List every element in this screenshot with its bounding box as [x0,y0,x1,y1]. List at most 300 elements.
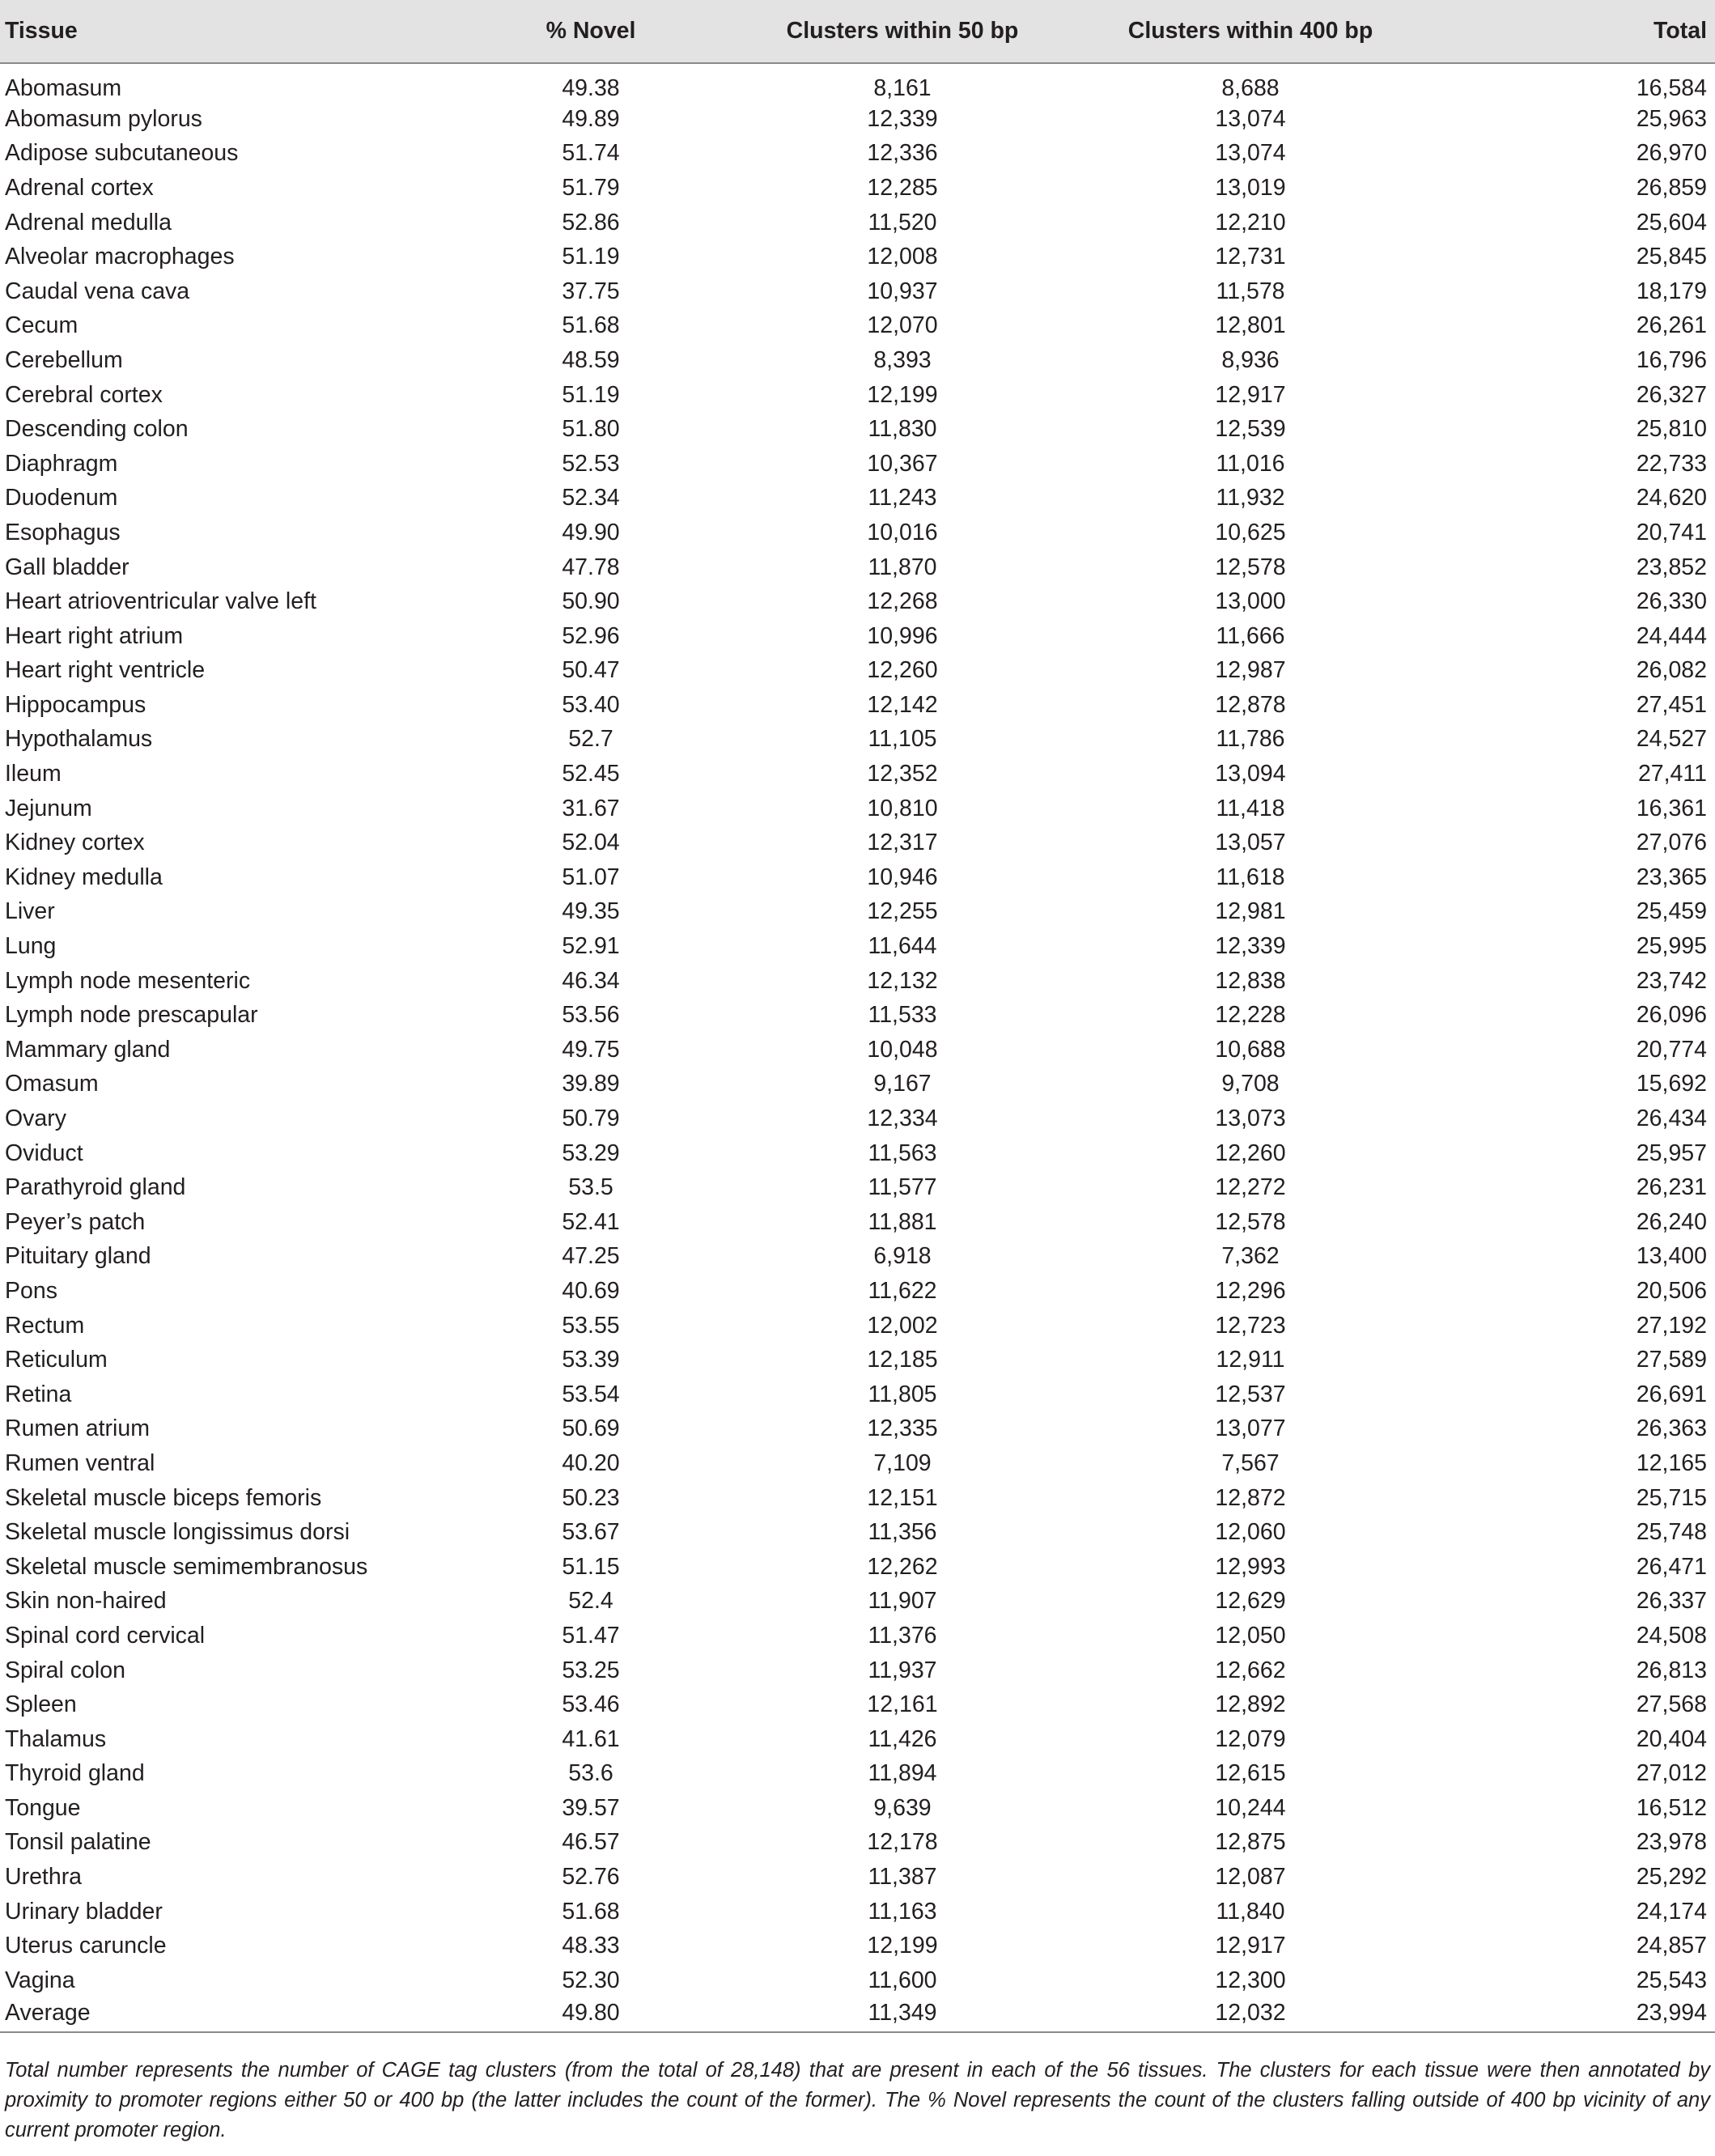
table-row [0,206,1715,240]
cell-percent-novel: 52.34 [562,485,620,511]
cell-clusters-50bp: 12,161 [867,1691,938,1718]
cell-total: 26,330 [1636,588,1707,615]
cell-tissue: Reticulum [5,1347,108,1373]
cell-total: 20,774 [1636,1036,1707,1063]
cell-tissue: Jejunum [5,795,92,821]
cell-total: 26,363 [1636,1415,1707,1442]
cell-clusters-50bp: 12,070 [867,312,938,339]
cell-clusters-400bp: 12,723 [1215,1312,1286,1339]
cell-clusters-50bp: 11,533 [868,1002,937,1029]
cell-tissue: Hypothalamus [5,726,153,753]
cell-clusters-400bp: 12,615 [1215,1760,1286,1787]
cell-clusters-50bp: 11,870 [868,554,937,580]
table-row [0,1860,1715,1895]
cell-total: 26,096 [1636,1002,1707,1029]
cell-percent-novel: 52.7 [568,726,613,753]
table-row [0,1791,1715,1826]
table-row [0,895,1715,930]
cell-percent-novel: 53.6 [568,1760,613,1787]
cell-percent-novel: 49.75 [562,1036,620,1063]
table-row [0,792,1715,826]
cell-percent-novel: 49.80 [453,1998,728,2033]
cell-total: 24,857 [1636,1933,1707,1959]
cell-clusters-400bp: 12,801 [1215,312,1286,339]
table-row [0,964,1715,999]
cell-total: 23,852 [1636,554,1707,580]
table-row [0,482,1715,516]
cell-tissue: Duodenum [5,485,118,511]
table-row [0,1240,1715,1275]
cell-clusters-50bp: 10,016 [867,519,938,545]
cell-percent-novel: 53.46 [562,1691,620,1718]
cell-clusters-50bp: 12,255 [867,898,938,925]
cell-total: 26,691 [1636,1381,1707,1407]
table-row [0,1309,1715,1343]
cell-tissue: Caudal vena cava [5,278,190,304]
cell-clusters-400bp: 12,339 [1215,933,1286,960]
cell-percent-novel: 40.69 [562,1277,620,1304]
cell-tissue: Cerebral cortex [5,381,163,408]
cell-percent-novel: 52.04 [562,830,620,856]
cell-clusters-50bp: 10,946 [867,864,938,890]
cell-tissue: Alveolar macrophages [5,244,235,270]
cell-clusters-400bp: 12,875 [1215,1829,1286,1856]
cell-tissue: Lymph node prescapular [5,1002,258,1029]
cell-clusters-50bp: 12,339 [867,105,938,132]
cell-total: 23,365 [1636,864,1707,890]
cell-clusters-400bp: 12,260 [1215,1140,1286,1166]
cell-total: 27,076 [1636,830,1707,856]
cell-tissue: Heart atrioventricular valve left [5,588,316,615]
cell-percent-novel: 51.47 [562,1622,620,1649]
cell-clusters-400bp: 11,932 [1216,485,1285,511]
cell-total: 18,179 [1636,278,1707,304]
cell-clusters-50bp: 12,285 [867,174,938,201]
table-row [0,1377,1715,1412]
cell-clusters-400bp: 12,917 [1215,381,1286,408]
cell-total: 25,957 [1636,1140,1707,1166]
cell-percent-novel: 48.33 [562,1933,620,1959]
cell-clusters-400bp: 12,079 [1215,1725,1286,1752]
cell-clusters-50bp: 11,105 [868,726,937,753]
cell-total: 25,543 [1636,1967,1707,1993]
cell-total: 26,327 [1636,381,1707,408]
cell-tissue: Parathyroid gland [5,1174,186,1201]
table-row [0,378,1715,413]
cell-total: 22,733 [1636,450,1707,477]
table-body [0,63,1715,2032]
table-row [0,309,1715,344]
cell-total: 27,192 [1636,1312,1707,1339]
cell-percent-novel: 41.61 [562,1725,620,1752]
table-row [0,63,1715,102]
cell-total: 26,471 [1636,1553,1707,1580]
table-row [0,688,1715,723]
cell-tissue: Abomasum [5,75,122,101]
cell-clusters-50bp: 9,167 [873,1071,932,1097]
cell-tissue: Average [0,1998,453,2033]
cell-total: 13,400 [1636,1243,1707,1270]
table-row [0,102,1715,137]
cell-clusters-400bp: 11,666 [1216,622,1285,649]
cell-total: 12,165 [1636,1449,1707,1476]
cell-tissue: Gall bladder [5,554,129,580]
cell-percent-novel: 53.5 [568,1174,613,1201]
cell-clusters-50bp: 11,520 [868,209,937,236]
table-row [0,1826,1715,1861]
cell-clusters-50bp: 11,243 [868,485,937,511]
cell-clusters-50bp: 11,622 [868,1277,937,1304]
cell-clusters-50bp: 10,810 [867,795,938,821]
cell-total: 27,012 [1636,1760,1707,1787]
cell-percent-novel: 46.34 [562,967,620,994]
table-row [0,654,1715,689]
cell-clusters-400bp: 12,731 [1215,244,1286,270]
cell-clusters-400bp: 8,936 [1221,346,1280,373]
cell-clusters-400bp: 13,074 [1215,105,1286,132]
cell-total: 25,604 [1636,209,1707,236]
cell-tissue: Liver [5,898,55,925]
cell-tissue: Spiral colon [5,1657,125,1683]
cell-clusters-400bp: 13,073 [1215,1106,1286,1132]
cell-tissue: Urinary bladder [5,1898,163,1925]
cell-tissue: Mammary gland [5,1036,171,1063]
cell-total: 24,444 [1636,622,1707,649]
header-clusters-400bp: Clusters within 400 bp [1076,0,1424,63]
cell-tissue: Rectum [5,1312,85,1339]
cell-percent-novel: 51.74 [562,140,620,167]
table-row [0,584,1715,619]
cell-clusters-400bp: 10,688 [1215,1036,1286,1063]
cell-percent-novel: 51.79 [562,174,620,201]
cell-clusters-50bp: 11,644 [868,933,937,960]
cell-percent-novel: 51.68 [562,1898,620,1925]
cell-total: 25,963 [1636,105,1707,132]
cell-total: 16,361 [1636,795,1707,821]
cell-tissue: Lung [5,933,57,960]
cell-clusters-400bp: 12,296 [1215,1277,1286,1304]
cell-total: 23,994 [1424,1998,1715,2033]
cell-clusters-50bp: 11,600 [868,1967,937,1993]
cell-total: 25,810 [1636,416,1707,443]
table-row [0,137,1715,172]
cell-clusters-50bp: 8,393 [873,346,932,373]
cell-percent-novel: 49.89 [562,105,620,132]
cell-clusters-400bp: 12,838 [1215,967,1286,994]
cell-clusters-400bp: 11,840 [1216,1898,1285,1925]
cell-clusters-400bp: 12,878 [1215,691,1286,718]
table-row [0,343,1715,378]
cell-clusters-400bp: 13,057 [1215,830,1286,856]
header-tissue: Tissue [0,0,453,63]
cell-clusters-50bp: 10,996 [867,622,938,649]
table-row [0,1067,1715,1102]
table-row [0,1550,1715,1585]
cell-total: 27,568 [1636,1691,1707,1718]
cell-clusters-50bp: 12,178 [867,1829,938,1856]
cell-percent-novel: 31.67 [562,795,620,821]
cell-percent-novel: 49.35 [562,898,620,925]
cell-tissue: Adrenal cortex [5,174,154,201]
cell-clusters-400bp: 12,087 [1215,1864,1286,1891]
cell-tissue: Omasum [5,1071,99,1097]
cell-tissue: Ovary [5,1106,67,1132]
cell-clusters-400bp: 13,019 [1215,174,1286,201]
cell-tissue: Adrenal medulla [5,209,172,236]
cell-total: 24,527 [1636,726,1707,753]
cell-clusters-400bp: 10,244 [1215,1794,1286,1821]
cell-clusters-400bp: 8,688 [1221,75,1280,101]
cell-clusters-50bp: 12,335 [867,1415,938,1442]
cell-tissue: Adipose subcutaneous [5,140,239,167]
cell-clusters-400bp: 12,578 [1215,554,1286,580]
cell-clusters-400bp: 12,987 [1215,657,1286,684]
cell-tissue: Pons [5,1277,57,1304]
table-row [0,550,1715,585]
cell-tissue: Esophagus [5,519,121,545]
cell-percent-novel: 52.30 [562,1967,620,1993]
table-row [0,825,1715,860]
cell-tissue: Spinal cord cervical [5,1622,206,1649]
cell-tissue: Skeletal muscle longissimus dorsi [5,1519,350,1546]
cell-total: 25,292 [1636,1864,1707,1891]
cell-tissue: Rumen atrium [5,1415,150,1442]
cell-clusters-400bp: 12,032 [1076,1998,1424,2033]
cell-clusters-400bp: 13,077 [1215,1415,1286,1442]
table-row [0,1963,1715,1998]
cell-tissue: Cerebellum [5,346,123,373]
cell-percent-novel: 50.47 [562,657,620,684]
cell-clusters-400bp: 11,618 [1216,864,1285,890]
cell-total: 20,506 [1636,1277,1707,1304]
table-row [0,1998,1715,2033]
table-row [0,1446,1715,1481]
cell-percent-novel: 52.86 [562,209,620,236]
cell-tissue: Heart right atrium [5,622,184,649]
cell-clusters-50bp: 12,268 [867,588,938,615]
cell-clusters-400bp: 12,578 [1215,1208,1286,1235]
cell-clusters-50bp: 8,161 [873,75,932,101]
cell-clusters-50bp: 11,356 [868,1519,937,1546]
cell-total: 15,692 [1636,1071,1707,1097]
table-row [0,1895,1715,1929]
cell-total: 27,451 [1636,691,1707,718]
table-row [0,1515,1715,1550]
table-row [0,447,1715,482]
cell-tissue: Spleen [5,1691,77,1718]
cell-tissue: Urethra [5,1864,83,1891]
cell-clusters-400bp: 9,708 [1221,1071,1280,1097]
cell-total: 27,411 [1637,761,1707,787]
table-row [0,1687,1715,1722]
table-row [0,1619,1715,1653]
table-row [0,929,1715,964]
cell-total: 23,742 [1636,967,1707,994]
cell-tissue: Thyroid gland [5,1760,145,1787]
cell-percent-novel: 53.56 [562,1002,620,1029]
cell-percent-novel: 39.57 [562,1794,620,1821]
table-row [0,723,1715,758]
cell-total: 26,337 [1636,1588,1707,1615]
table-row [0,1274,1715,1309]
cell-percent-novel: 50.79 [562,1106,620,1132]
cell-clusters-400bp: 12,981 [1215,898,1286,925]
cell-clusters-400bp: 12,917 [1215,1933,1286,1959]
cell-clusters-400bp: 7,362 [1221,1243,1280,1270]
cell-percent-novel: 51.68 [562,312,620,339]
cell-total: 25,715 [1636,1484,1707,1511]
table-row [0,1205,1715,1240]
cell-clusters-50bp: 12,008 [867,244,938,270]
cell-percent-novel: 51.19 [562,244,620,270]
table-row [0,1585,1715,1619]
table-row [0,1412,1715,1447]
cell-total: 26,434 [1636,1106,1707,1132]
cell-percent-novel: 49.90 [562,519,620,545]
cell-total: 26,082 [1636,657,1707,684]
cell-tissue: Uterus caruncle [5,1933,167,1959]
cell-total: 25,459 [1636,898,1707,925]
cell-tissue: Skeletal muscle biceps femoris [5,1484,322,1511]
cell-clusters-50bp: 12,260 [867,657,938,684]
cell-clusters-400bp: 12,993 [1215,1553,1286,1580]
table-row [0,1170,1715,1205]
table-row [0,1722,1715,1757]
cell-clusters-50bp: 12,151 [867,1484,938,1511]
table-row [0,757,1715,792]
cell-tissue: Tongue [5,1794,81,1821]
cell-clusters-50bp: 12,262 [867,1553,938,1580]
cell-percent-novel: 53.40 [562,691,620,718]
table-row [0,1033,1715,1067]
cell-tissue: Kidney medulla [5,864,163,890]
cell-percent-novel: 52.91 [562,933,620,960]
cell-clusters-400bp: 12,537 [1215,1381,1286,1407]
table-row [0,171,1715,206]
table-header [0,0,1715,63]
cell-clusters-400bp: 13,094 [1215,761,1286,787]
cell-clusters-50bp: 10,048 [867,1036,938,1063]
cell-percent-novel: 51.80 [562,416,620,443]
cell-total: 23,978 [1636,1829,1707,1856]
cell-clusters-50bp: 9,639 [873,1794,932,1821]
cell-clusters-50bp: 11,937 [868,1657,937,1683]
cell-percent-novel: 39.89 [562,1071,620,1097]
cell-clusters-50bp: 11,387 [868,1864,937,1891]
cell-clusters-400bp: 12,892 [1215,1691,1286,1718]
cell-percent-novel: 51.07 [562,864,620,890]
cell-tissue: Pituitary gland [5,1243,151,1270]
cell-clusters-50bp: 10,367 [867,450,938,477]
cell-percent-novel: 52.53 [562,450,620,477]
cell-clusters-50bp: 12,199 [867,381,938,408]
cell-clusters-400bp: 11,578 [1216,278,1285,304]
cell-percent-novel: 50.23 [562,1484,620,1511]
cell-percent-novel: 53.67 [562,1519,620,1546]
cell-clusters-400bp: 13,074 [1215,140,1286,167]
cell-clusters-50bp: 12,334 [867,1106,938,1132]
header-percent-novel: % Novel [453,0,728,63]
cell-clusters-400bp: 11,786 [1216,726,1285,753]
cell-total: 20,404 [1636,1725,1707,1752]
table-footnote: Total number represents the number of CAGE tag clusters (from the total of 28,148) that are present in each of the 56 tissues. The clusters for each tissue were then annotated by proximity to promoter regions either 50 or 400 bp (the latter includes the count of the former). The % Novel represents the count of the clusters falling outside of 400 bp vicinity of any current promoter region. [5,2059,1710,2141]
cell-tissue: Peyer’s patch [5,1208,146,1235]
cell-total: 25,995 [1636,933,1707,960]
cell-percent-novel: 49.38 [562,75,620,101]
cell-percent-novel: 53.55 [562,1312,620,1339]
cell-total: 26,859 [1636,174,1707,201]
table-row [0,998,1715,1033]
cell-clusters-50bp: 12,352 [867,761,938,787]
table-row [0,1343,1715,1377]
cell-clusters-50bp: 11,830 [868,416,937,443]
cell-percent-novel: 52.96 [562,622,620,649]
cell-total: 16,512 [1636,1794,1707,1821]
cell-clusters-50bp: 12,002 [867,1312,938,1339]
cell-tissue: Thalamus [5,1725,107,1752]
cell-clusters-400bp: 12,872 [1215,1484,1286,1511]
cell-clusters-400bp: 11,418 [1216,795,1285,821]
cell-clusters-50bp: 7,109 [873,1449,932,1476]
cell-clusters-50bp: 12,199 [867,1933,938,1959]
cell-total: 26,231 [1636,1174,1707,1201]
table-row [0,860,1715,895]
cell-clusters-400bp: 12,629 [1215,1588,1286,1615]
cell-tissue: Diaphragm [5,450,118,477]
cell-tissue: Skeletal muscle semimembranosus [5,1553,368,1580]
cell-clusters-400bp: 12,662 [1215,1657,1286,1683]
cell-tissue: Vagina [5,1967,75,1993]
cell-total: 24,620 [1636,485,1707,511]
cell-percent-novel: 50.69 [562,1415,620,1442]
cell-clusters-50bp: 12,185 [867,1347,938,1373]
cell-percent-novel: 37.75 [562,278,620,304]
cell-clusters-400bp: 12,300 [1215,1967,1286,1993]
table-row [0,412,1715,447]
cell-tissue: Cecum [5,312,79,339]
header-clusters-50bp: Clusters within 50 bp [728,0,1076,63]
cell-clusters-50bp: 11,907 [868,1588,937,1615]
table-row [0,619,1715,654]
cell-clusters-50bp: 11,349 [728,1998,1076,2033]
cell-percent-novel: 51.19 [562,381,620,408]
cell-tissue: Ileum [5,761,62,787]
cell-clusters-50bp: 11,426 [868,1725,937,1752]
cell-clusters-400bp: 12,050 [1215,1622,1286,1649]
table-row [0,1929,1715,1963]
cell-tissue: Descending colon [5,416,189,443]
cell-percent-novel: 46.57 [562,1829,620,1856]
table-row [0,1757,1715,1792]
table-row [0,516,1715,550]
cell-clusters-50bp: 6,918 [873,1243,932,1270]
cell-clusters-400bp: 12,210 [1215,209,1286,236]
cell-clusters-50bp: 12,142 [867,691,938,718]
cell-tissue: Abomasum pylorus [5,105,202,132]
cell-total: 26,240 [1636,1208,1707,1235]
cell-clusters-50bp: 11,163 [868,1898,937,1925]
cell-total: 24,174 [1636,1898,1707,1925]
table-row [0,274,1715,309]
cell-clusters-50bp: 10,937 [867,278,938,304]
cell-total: 25,748 [1636,1519,1707,1546]
cell-total: 25,845 [1636,244,1707,270]
cell-clusters-50bp: 11,577 [868,1174,937,1201]
cell-clusters-50bp: 11,563 [868,1140,937,1166]
cell-tissue: Hippocampus [5,691,146,718]
cell-percent-novel: 53.54 [562,1381,620,1407]
cell-clusters-400bp: 13,000 [1215,588,1286,615]
